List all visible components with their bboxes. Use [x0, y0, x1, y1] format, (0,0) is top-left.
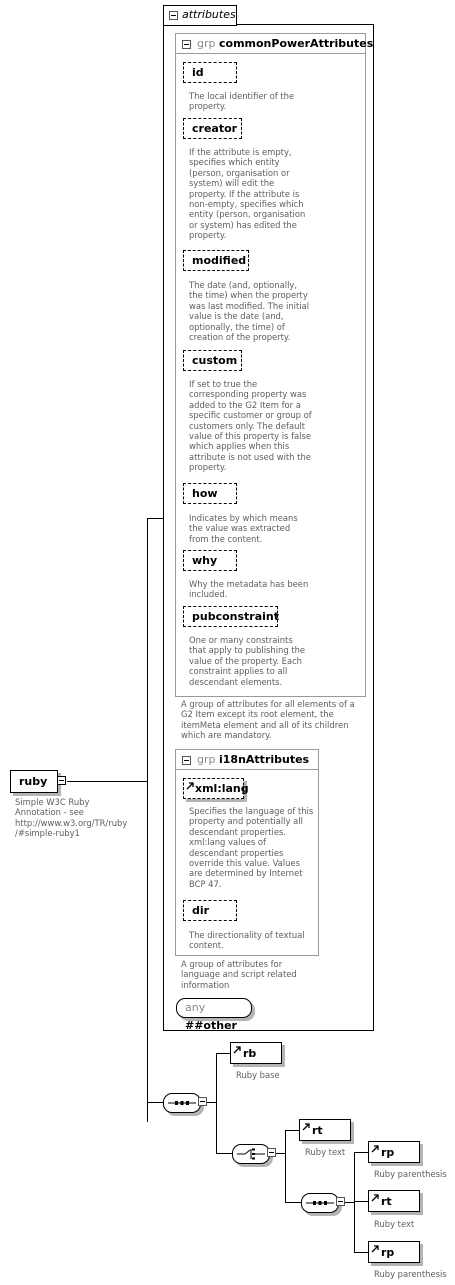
rt-element[interactable]: [299, 1119, 351, 1141]
attribute-description: One or many constraints that apply to publishing the value of the property. Each constraint applies to all descendant elements.: [189, 635, 306, 687]
group-header-divider: [176, 769, 318, 770]
group-description: A group of attributes for language and script related information: [181, 959, 297, 990]
collapse-icon[interactable]: [169, 11, 178, 20]
element-description: Ruby base: [236, 1070, 280, 1080]
element-description: Ruby parenthesis: [374, 1169, 447, 1179]
attribute-description: The local identifier of the property.: [189, 91, 295, 112]
group-description: A group of attributes for all elements of a G2 Item except its root element, the itemMeta element and all of its children which are mandatory.: [181, 699, 355, 741]
sequence-icon: [168, 1098, 196, 1108]
connector: [354, 1252, 368, 1253]
connector: [354, 1152, 355, 1252]
reference-arrow-icon: [186, 781, 195, 790]
attribute-description: Why the metadata has been included.: [189, 579, 309, 600]
rp-element[interactable]: [368, 1241, 420, 1263]
minus-icon: [59, 780, 64, 781]
element-name: ruby: [19, 775, 48, 788]
collapse-icon[interactable]: [336, 1197, 345, 1206]
connector: [147, 1102, 163, 1103]
connector: [207, 1102, 216, 1103]
attribute-modified[interactable]: [183, 250, 249, 271]
connector: [285, 1130, 286, 1202]
attribute-name: dir: [192, 904, 210, 917]
expand-box[interactable]: [57, 776, 66, 785]
attribute-xml-lang[interactable]: [183, 778, 249, 799]
connector: [147, 518, 148, 1122]
attribute-name: creator: [192, 122, 238, 135]
attribute-description: Specifies the language of this property and potentially all descendant properties. xml:lang values of descendant properties override this value. Values are determined by Internet BCP 47.: [189, 806, 314, 889]
group-name: i18nAttributes: [219, 753, 310, 766]
connector: [285, 1130, 299, 1131]
choice-icon: [237, 1147, 265, 1161]
connector: [67, 781, 147, 782]
choice-compositor[interactable]: [232, 1144, 270, 1164]
element-name: rp: [381, 1246, 395, 1259]
sequence-compositor[interactable]: [301, 1193, 339, 1213]
attribute-description: If set to true the corresponding property was added to the G2 Item for a specific customer or group of customers only. The default value of this property is false which applies when this attribute is not used with the property.: [189, 379, 312, 473]
attribute-name: why: [192, 554, 218, 567]
reference-arrow-icon: [371, 1244, 380, 1253]
element-name: rb: [243, 1047, 257, 1060]
element-description: Ruby text: [305, 1147, 346, 1157]
group-header: [197, 37, 373, 51]
collapse-icon[interactable]: [198, 1097, 207, 1106]
attribute-description: The directionality of textual content.: [189, 930, 305, 951]
attribute-name: custom: [192, 354, 238, 367]
ruby-element[interactable]: [10, 770, 58, 793]
attribute-pubconstraint[interactable]: [183, 606, 278, 627]
rb-element[interactable]: [230, 1042, 282, 1064]
any-label: ##other: [185, 1019, 237, 1032]
connector: [276, 1153, 285, 1154]
connector: [354, 1201, 368, 1202]
attribute-name: modified: [192, 254, 247, 267]
connector: [216, 1053, 217, 1153]
attribute-name: how: [192, 487, 218, 500]
reference-arrow-icon: [302, 1122, 311, 1131]
attributes-title: attributes: [182, 8, 236, 21]
attribute-description: Indicates by which means the value was extracted from the content.: [189, 513, 298, 544]
element-description: Ruby parenthesis: [374, 1269, 447, 1279]
group-header: [197, 753, 309, 767]
collapse-icon[interactable]: [182, 756, 191, 765]
element-description: Simple W3C Ruby Annotation - see http://www.w3.org/TR/ruby /#simple-ruby1: [15, 797, 128, 839]
reference-arrow-icon: [371, 1144, 380, 1153]
attribute-how[interactable]: [183, 483, 237, 504]
connector: [147, 518, 163, 519]
rp-element[interactable]: [368, 1141, 420, 1163]
reference-arrow-icon: [233, 1045, 242, 1054]
attribute-name: xml:lang: [195, 782, 249, 795]
collapse-icon[interactable]: [267, 1148, 276, 1157]
attributes-header[interactable]: [163, 5, 237, 26]
attribute-id[interactable]: [183, 62, 237, 83]
element-name: rt: [312, 1124, 323, 1137]
connector: [216, 1153, 232, 1154]
attribute-creator[interactable]: [183, 118, 242, 139]
any-other-attribute[interactable]: [176, 998, 252, 1032]
connector: [345, 1202, 354, 1203]
connector: [285, 1202, 301, 1203]
attribute-description: If the attribute is empty, specifies which entity (person, organisation or system) will edit the property. If the attribute is non-empty, specifies which entity (person, organisation or system) has edited the property.: [189, 147, 306, 241]
attribute-description: The date (and, optionally, the time) when the property was last modified. The initial value is the date (and, optionally, the time) of creation of the property.: [189, 280, 310, 343]
group-header-divider: [176, 53, 365, 54]
group-name: commonPowerAttributes: [219, 37, 374, 50]
any-prefix: any: [185, 1001, 206, 1014]
group-prefix: grp: [197, 753, 216, 766]
reference-arrow-icon: [371, 1193, 380, 1202]
attribute-why[interactable]: [183, 550, 237, 571]
collapse-icon[interactable]: [182, 40, 191, 49]
element-name: rp: [381, 1146, 395, 1159]
attribute-custom[interactable]: [183, 350, 242, 371]
attribute-name: pubconstraint: [192, 610, 280, 623]
sequence-icon: [306, 1198, 334, 1208]
sequence-compositor[interactable]: [163, 1093, 201, 1113]
connector: [216, 1053, 230, 1054]
element-name: rt: [381, 1195, 392, 1208]
rt-element[interactable]: [368, 1190, 420, 1212]
attribute-name: id: [192, 66, 204, 79]
attribute-dir[interactable]: [183, 900, 237, 921]
element-description: Ruby text: [374, 1219, 415, 1229]
connector: [354, 1152, 368, 1153]
group-prefix: grp: [197, 37, 216, 50]
